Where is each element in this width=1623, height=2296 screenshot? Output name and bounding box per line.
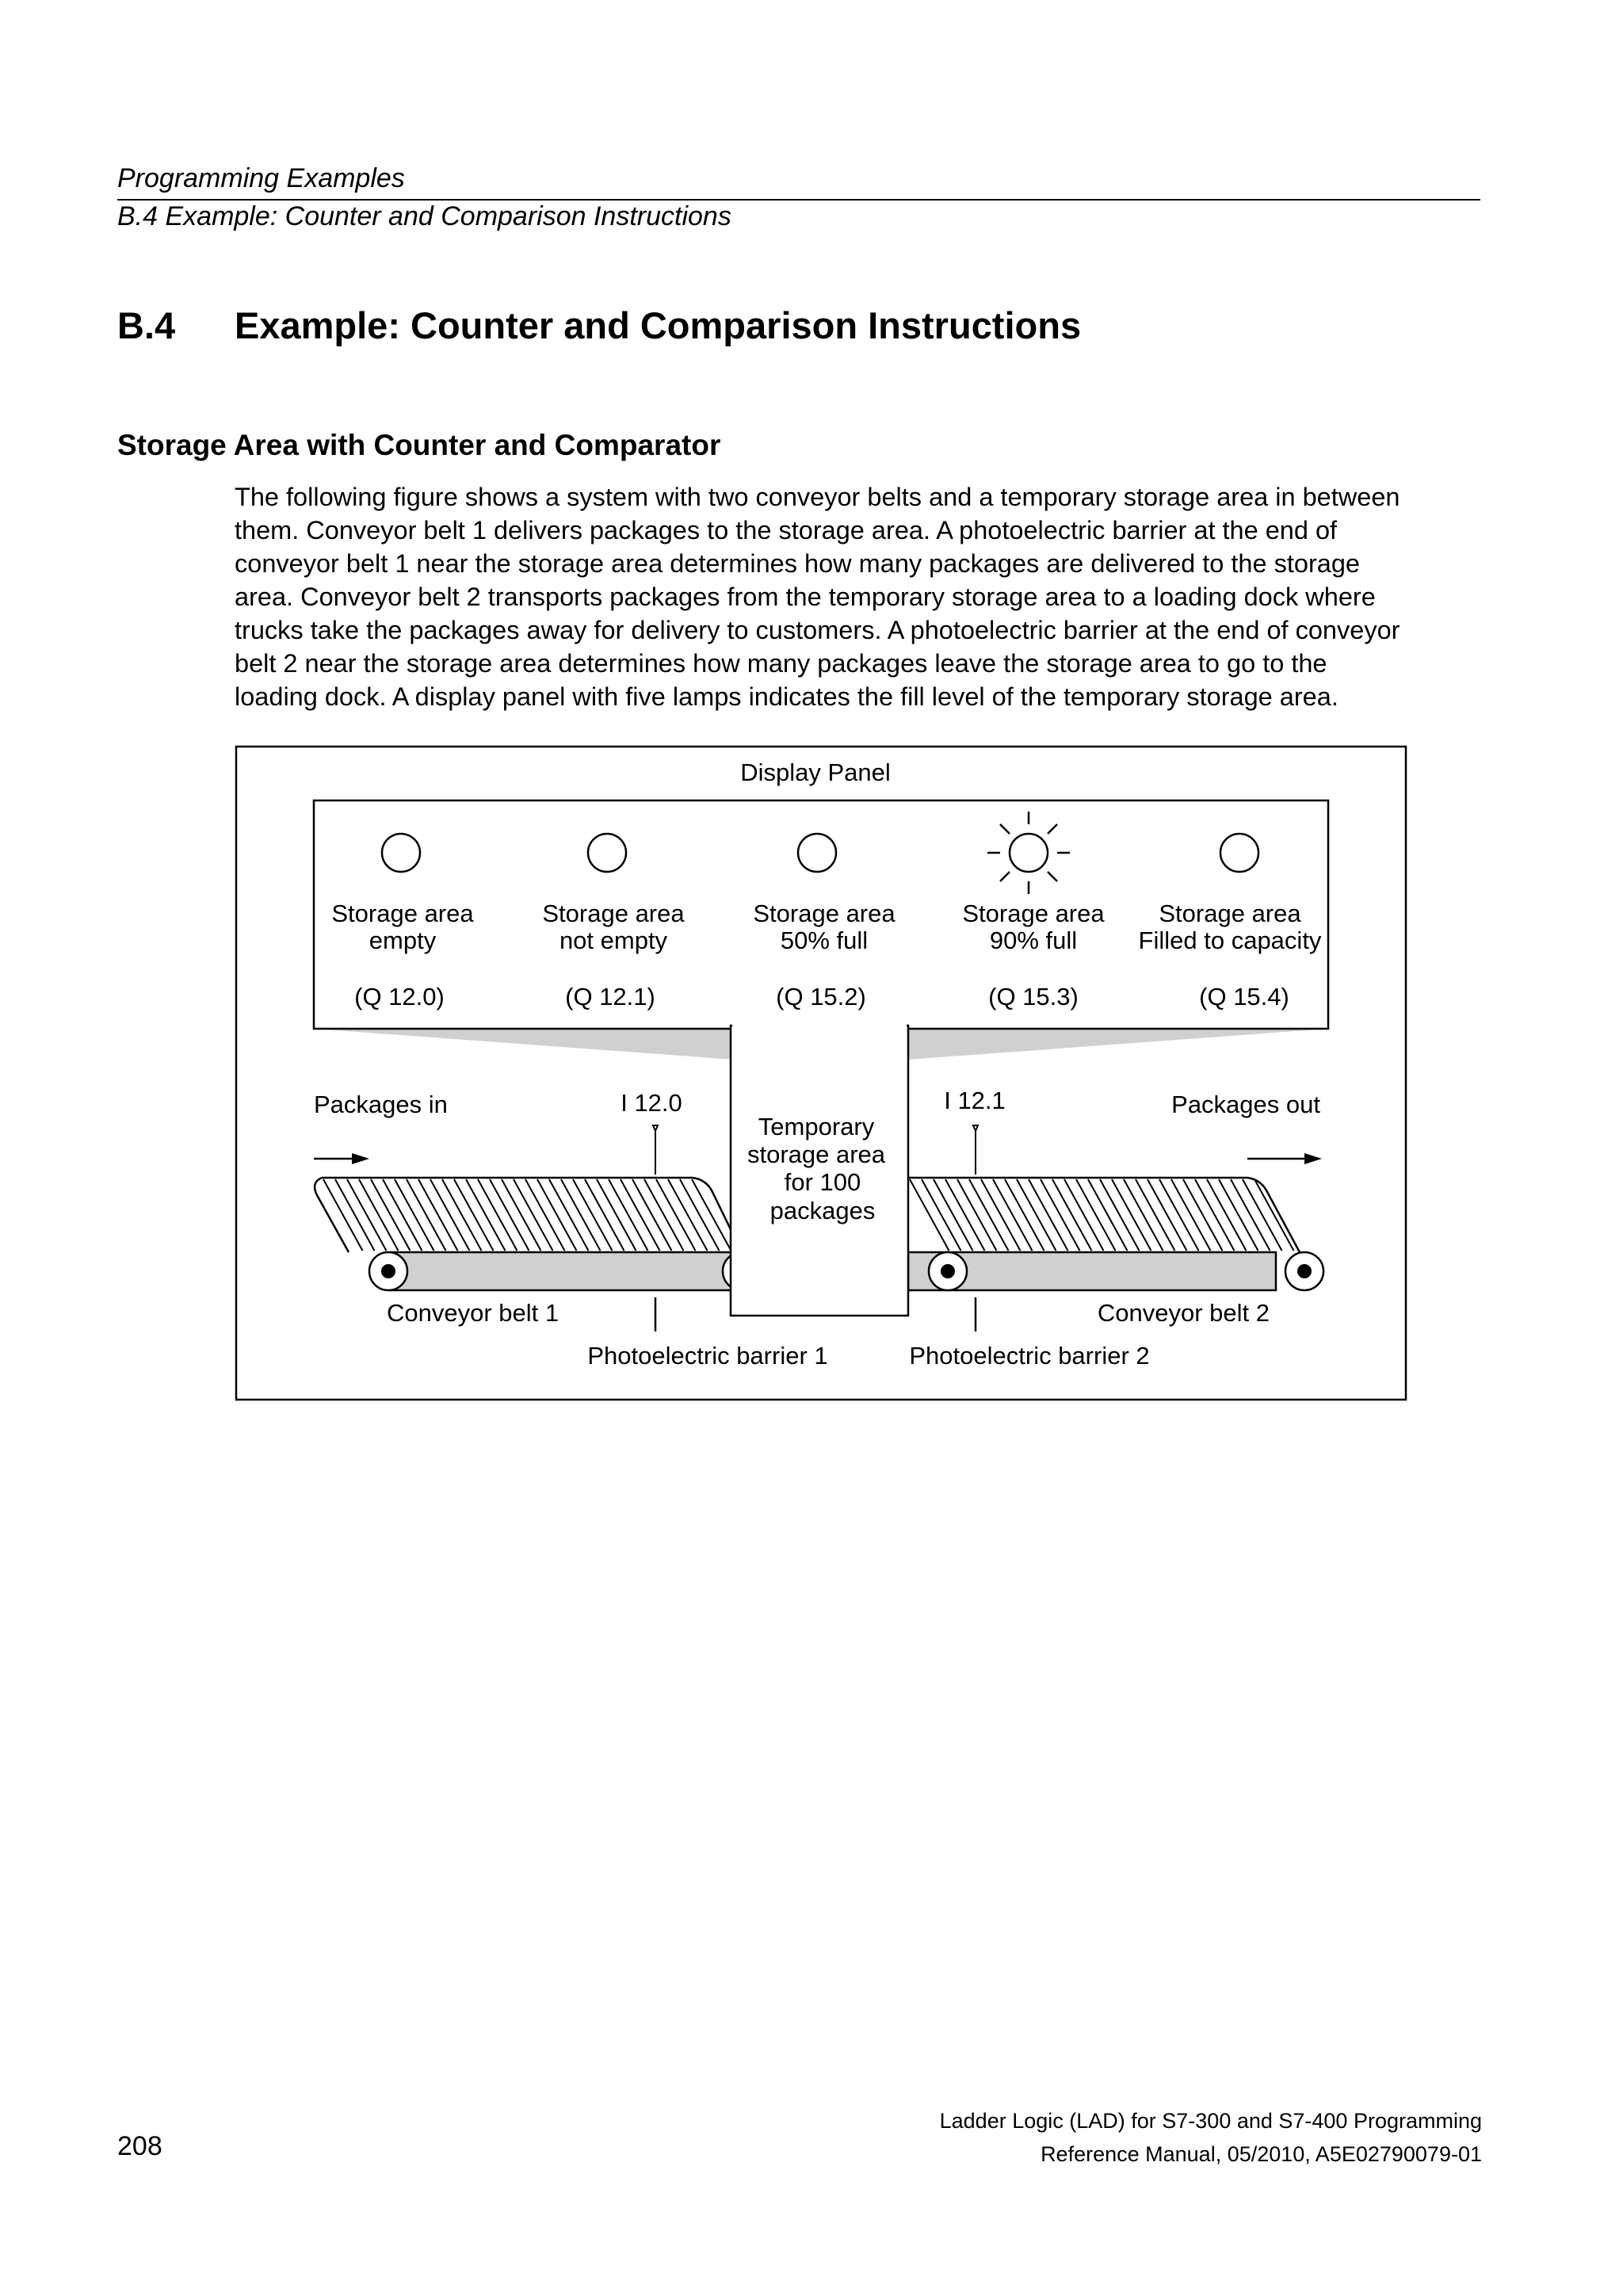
input-i12-0-label: I 12.0 [621, 1089, 682, 1117]
packages-out-arrow-icon [1247, 1153, 1322, 1164]
sensor-1-marker-icon [653, 1125, 658, 1175]
packages-in-arrow-icon [314, 1153, 369, 1164]
lamp-5-label-line2: Filled to capacity [1138, 926, 1322, 954]
lamp-5-address: (Q 15.4) [1199, 983, 1289, 1010]
manual-reference: Reference Manual, 05/2010, A5E02790079-01 [1041, 2142, 1482, 2166]
lamp-3-label-line2: 50% full [780, 926, 869, 954]
body-paragraph: The following figure shows a system with two conveyor belts and a temporary storage area in between them. Conveyor belt 1 delivers packages to the storage area. A photoelectric barrier at the end of conveyor belt 1 near the storage area determines how many packages are delivered to the storage area. Conveyor belt 2 transports packages from the temporary storage area to a loading dock where trucks take the packages away for delivery to customers. A photoelectric barrier at the end of conveyor belt 2 near the storage area determines how many packages leave the storage area to go to the loading dock. A display panel with five lamps indicates the fill level of the temporary storage area. [235, 483, 1400, 711]
lamp-3-label-line1: Storage area [753, 900, 896, 927]
storage-label-line3: for 100 [784, 1168, 861, 1196]
lamp-not-empty-icon [588, 834, 626, 872]
photoelectric-barrier-1-label: Photoelectric barrier 1 [587, 1342, 828, 1370]
running-header-section: B.4 Example: Counter and Comparison Instructions [117, 201, 731, 231]
page-number: 208 [117, 2131, 162, 2161]
input-i12-1-label: I 12.1 [944, 1087, 1006, 1114]
lamp-3-address: (Q 15.2) [776, 983, 866, 1010]
lamp-2-label-line2: not empty [559, 926, 668, 954]
conveyor-storage-figure [235, 745, 1407, 1401]
belt-1-roller-icon [369, 1252, 407, 1290]
conveyor-belt-1-label: Conveyor belt 1 [387, 1299, 559, 1327]
sensor-2-marker-icon [973, 1125, 978, 1175]
display-panel-label: Display Panel [740, 758, 891, 786]
lamp-5-label-line1: Storage area [1159, 900, 1301, 927]
belt-2-start-roller-icon [929, 1252, 967, 1290]
storage-label-line2: storage area [747, 1140, 886, 1168]
lamp-4-label-line1: Storage area [962, 900, 1105, 927]
lamp-4-address: (Q 15.3) [988, 983, 1079, 1010]
conveyor-belt-2-label: Conveyor belt 2 [1097, 1299, 1270, 1327]
lamp-empty-icon [382, 834, 420, 872]
photoelectric-barrier-2-label: Photoelectric barrier 2 [909, 1342, 1150, 1370]
section-number: B.4 [117, 304, 176, 346]
storage-label-line1: Temporary [758, 1113, 875, 1140]
subsection-title: Storage Area with Counter and Comparator [117, 429, 721, 461]
belt-2-roller-icon [1285, 1252, 1323, 1290]
section-title: Example: Counter and Comparison Instructions [235, 304, 1082, 346]
packages-in-label: Packages in [314, 1091, 448, 1118]
storage-label-line4: packages [769, 1197, 876, 1224]
lamp-full-capacity-icon [1220, 834, 1258, 872]
lamp-50-full-icon [798, 834, 836, 872]
lamp-4-label-line2: 90% full [989, 926, 1078, 954]
lamp-1-label-line1: Storage area [331, 900, 474, 927]
manual-title: Ladder Logic (LAD) for S7-300 and S7-400 Programming [939, 2109, 1482, 2133]
lamp-2-address: (Q 12.1) [565, 983, 655, 1010]
packages-out-label: Packages out [1171, 1091, 1320, 1118]
lamp-1-address: (Q 12.0) [354, 983, 445, 1010]
lamp-1-label-line2: empty [369, 926, 437, 954]
lamp-2-label-line1: Storage area [542, 900, 685, 927]
running-header-chapter: Programming Examples [117, 163, 405, 193]
